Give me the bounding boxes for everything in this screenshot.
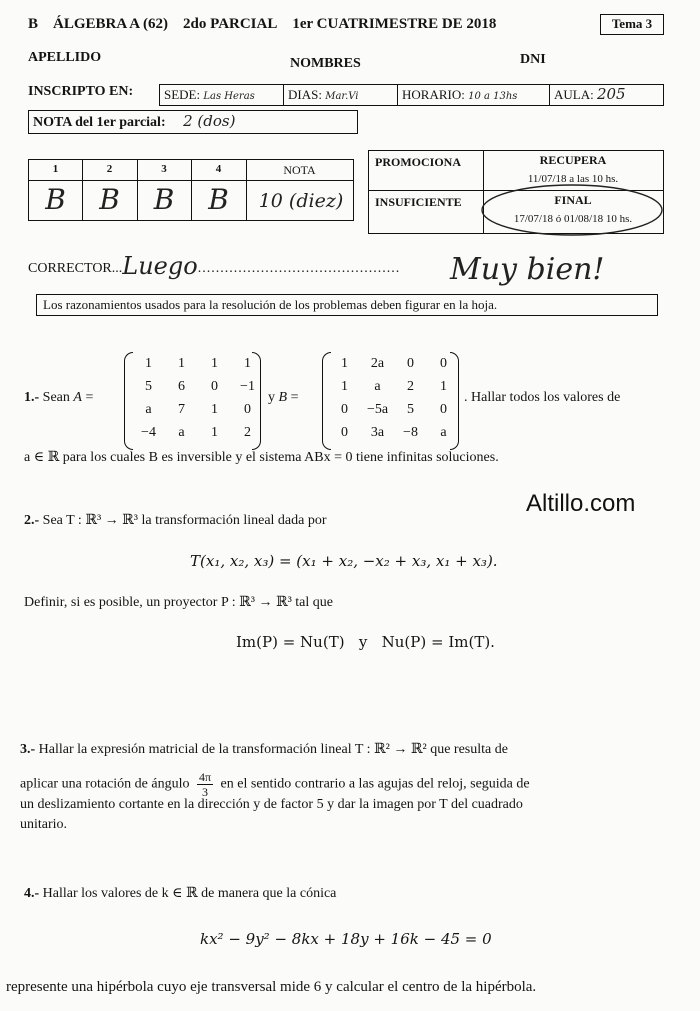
- course-name: ÁLGEBRA A (62): [53, 16, 169, 32]
- matrix-b-entry: 1: [341, 378, 348, 394]
- matrix-a-entry: 5: [145, 378, 152, 394]
- term-name: 1er CUATRIMESTRE DE 2018: [292, 16, 497, 32]
- corrector-comment: Muy bien!: [450, 252, 605, 287]
- grade-header-1: 1: [52, 163, 59, 175]
- dias-value: Mar.Vi: [325, 91, 359, 102]
- tema-box: Tema 3: [600, 14, 664, 35]
- p3-line1-text: Hallar la expresión matricial de la transformación lineal T : ℝ² → ℝ² que resulta de: [38, 742, 508, 757]
- matrix-b-entry: 0: [341, 424, 348, 440]
- grade-value-1: B: [45, 183, 66, 216]
- matrix-a-entry: a: [145, 401, 152, 417]
- final-circle-mark: [477, 181, 667, 239]
- matrix-b-entry: 3a: [370, 424, 385, 440]
- header-title: [28, 16, 496, 33]
- matrix-a-row: [132, 375, 264, 398]
- p1-text-after: . Hallar todos los valores de: [464, 390, 621, 405]
- recupera-date: 11/07/18 a las 10 hs.: [527, 173, 619, 185]
- dias-cell: [284, 85, 398, 106]
- p3-number: 3.-: [20, 742, 36, 757]
- p1-intro: 1.- Sean A =: [24, 390, 94, 405]
- matrix-a-entry: 1: [178, 355, 185, 371]
- matrix-b-entry: a: [440, 424, 447, 440]
- final-label: FINAL: [554, 193, 592, 207]
- matrix-b-entry: a: [374, 378, 381, 394]
- p3-line1: [20, 741, 508, 758]
- matrix-a-row: [132, 398, 264, 421]
- sede-value: Las Heras: [203, 91, 255, 102]
- nota-primer-box: [28, 110, 358, 134]
- matrix-b-entry: 2: [407, 378, 414, 394]
- matrix-b-entry: 1: [341, 355, 348, 371]
- grade-header-3: 3: [161, 163, 167, 175]
- aula-cell: [550, 85, 630, 104]
- horario-cell: [398, 85, 550, 106]
- nota-primer-value: 2 (dos): [183, 112, 236, 130]
- matrix-b-entry: 5: [407, 401, 414, 417]
- dias-label: DIAS:: [288, 87, 322, 102]
- watermark: Altillo.com: [526, 490, 636, 517]
- matrix-b-entry: 0: [341, 401, 348, 417]
- insuficiente-label: INSUFICIENTE: [375, 195, 462, 209]
- p2-text: Sea T : ℝ³ → ℝ³ la transformación lineal dada por: [42, 513, 327, 528]
- matrix-a: [132, 352, 264, 444]
- matrix-b-row: [328, 398, 460, 421]
- matrix-a-entry: 6: [178, 378, 185, 394]
- exam-name: 2do PARCIAL: [183, 16, 278, 32]
- matrix-a-entry: 2: [244, 424, 251, 440]
- inscripto-label: INSCRIPTO EN:: [28, 84, 134, 99]
- p2-text2: Definir, si es posible, un proyector P : ℝ³ → ℝ³ tal que: [24, 595, 333, 610]
- p1-line2: a ∈ ℝ para los cuales B es inversible y el sistema ABx = 0 tiene infinitas soluciones.: [24, 450, 499, 465]
- grade-value-3: B: [153, 183, 175, 216]
- matrix-b: [328, 352, 460, 444]
- notice-box: Los razonamientos usados para la resolución de los problemas deben figurar en la hoja.: [36, 294, 658, 316]
- p3-line2a: aplicar una rotación de ángulo: [20, 776, 190, 792]
- aula-value: 205: [596, 85, 626, 103]
- grade-header-2: 2: [106, 163, 113, 175]
- matrix-a-entry: 1: [211, 424, 218, 440]
- matrix-b-entry: 0: [440, 355, 447, 371]
- p1-sean: Sean: [42, 390, 70, 405]
- matrix-b-entry: 0: [407, 355, 414, 371]
- grade-header-nota: NOTA: [283, 163, 316, 177]
- corrector-signature: Luego: [122, 252, 198, 280]
- matrix-a-entry: 1: [211, 401, 218, 417]
- matrix-a-entry: 1: [244, 355, 251, 371]
- horario-value: 10 a 13hs: [468, 91, 518, 102]
- p4-number: 4.-: [24, 886, 40, 901]
- horario-label: HORARIO:: [402, 87, 465, 102]
- inscripto-box: [159, 84, 664, 106]
- matrix-b-entry: 2a: [370, 355, 385, 371]
- matrix-a-entry: −1: [240, 378, 255, 394]
- p3-angle-den: 3: [202, 785, 209, 799]
- p4-line2: represente una hipérbola cuyo eje transversal mide 6 y calcular el centro de la hipérbola.: [6, 979, 537, 995]
- p4-formula: kx² − 9y² − 8kx + 18y + 16k − 45 = 0: [200, 930, 492, 948]
- grade-value-nota: 10 (diez): [258, 190, 344, 212]
- p1-y: y: [268, 390, 275, 405]
- promociona-label: PROMOCIONA: [375, 155, 461, 169]
- grade-value-2: B: [99, 183, 120, 216]
- p3-line2: [20, 770, 530, 799]
- nombres-label: NOMBRES: [290, 56, 361, 71]
- matrix-b-entry: 1: [440, 378, 447, 394]
- p2-intro: [24, 512, 327, 529]
- p2-formula2: Im(P) = Nu(T) y Nu(P) = Im(T).: [236, 633, 495, 651]
- matrix-b-row: [328, 375, 460, 398]
- matrix-a-entry: 7: [178, 401, 185, 417]
- matrix-a-row: [132, 421, 264, 444]
- corrector-line: CORRECTOR...Luego.............................................: [28, 252, 401, 280]
- nota-primer-label: NOTA del 1er parcial:: [33, 115, 166, 130]
- matrix-a-entry: 0: [244, 401, 251, 417]
- final-date: 17/07/18 ó 01/08/18 10 hs.: [513, 213, 633, 225]
- tema-letter: B: [28, 16, 39, 32]
- matrix-a-entry: −4: [141, 424, 156, 440]
- matrix-b-entry: −5a: [366, 401, 389, 417]
- p3-line4: unitario.: [20, 817, 68, 832]
- matrix-b-entry: 0: [440, 401, 447, 417]
- matrix-b-row: [328, 352, 460, 375]
- matrix-a-entry: 1: [145, 355, 152, 371]
- sede-cell: [160, 85, 284, 106]
- matrix-a-row: [132, 352, 264, 375]
- corrector-label: CORRECTOR: [28, 261, 112, 276]
- p1-number: 1.-: [24, 390, 40, 405]
- dni-label: DNI: [520, 52, 546, 67]
- apellido-label: APELLIDO: [28, 50, 102, 65]
- matrix-b-row: [328, 421, 460, 444]
- recupera-label: RECUPERA: [539, 153, 607, 167]
- grade-value-4: B: [208, 183, 229, 216]
- matrix-a-entry: a: [178, 424, 185, 440]
- p4-text: Hallar los valores de k ∈ ℝ de manera que la cónica: [42, 886, 337, 901]
- grade-header-4: 4: [215, 163, 222, 175]
- p3-angle-num: 4π: [198, 770, 212, 784]
- status-table: [368, 150, 664, 234]
- p2-number: 2.-: [24, 513, 40, 528]
- p4-intro: [24, 885, 336, 902]
- p3-line3: un deslizamiento cortante en la dirección y de factor 5 y dar la imagen por T del cuadrado: [20, 797, 523, 812]
- p1-y-b: y B =: [268, 390, 299, 405]
- matrix-b-entry: −8: [403, 424, 418, 440]
- matrix-a-entry: 1: [211, 355, 218, 371]
- p2-formula: T(x₁, x₂, x₃) = (x₁ + x₂, −x₂ + x₃, x₁ + x₃).: [190, 552, 498, 570]
- grades-table: [28, 159, 354, 221]
- aula-label: AULA:: [554, 87, 594, 102]
- matrix-a-entry: 0: [211, 378, 218, 394]
- p3-line2b: en el sentido contrario a las agujas del reloj, seguida de: [220, 776, 530, 792]
- p3-angle-fraction: [197, 770, 213, 799]
- sede-label: SEDE:: [164, 87, 201, 102]
